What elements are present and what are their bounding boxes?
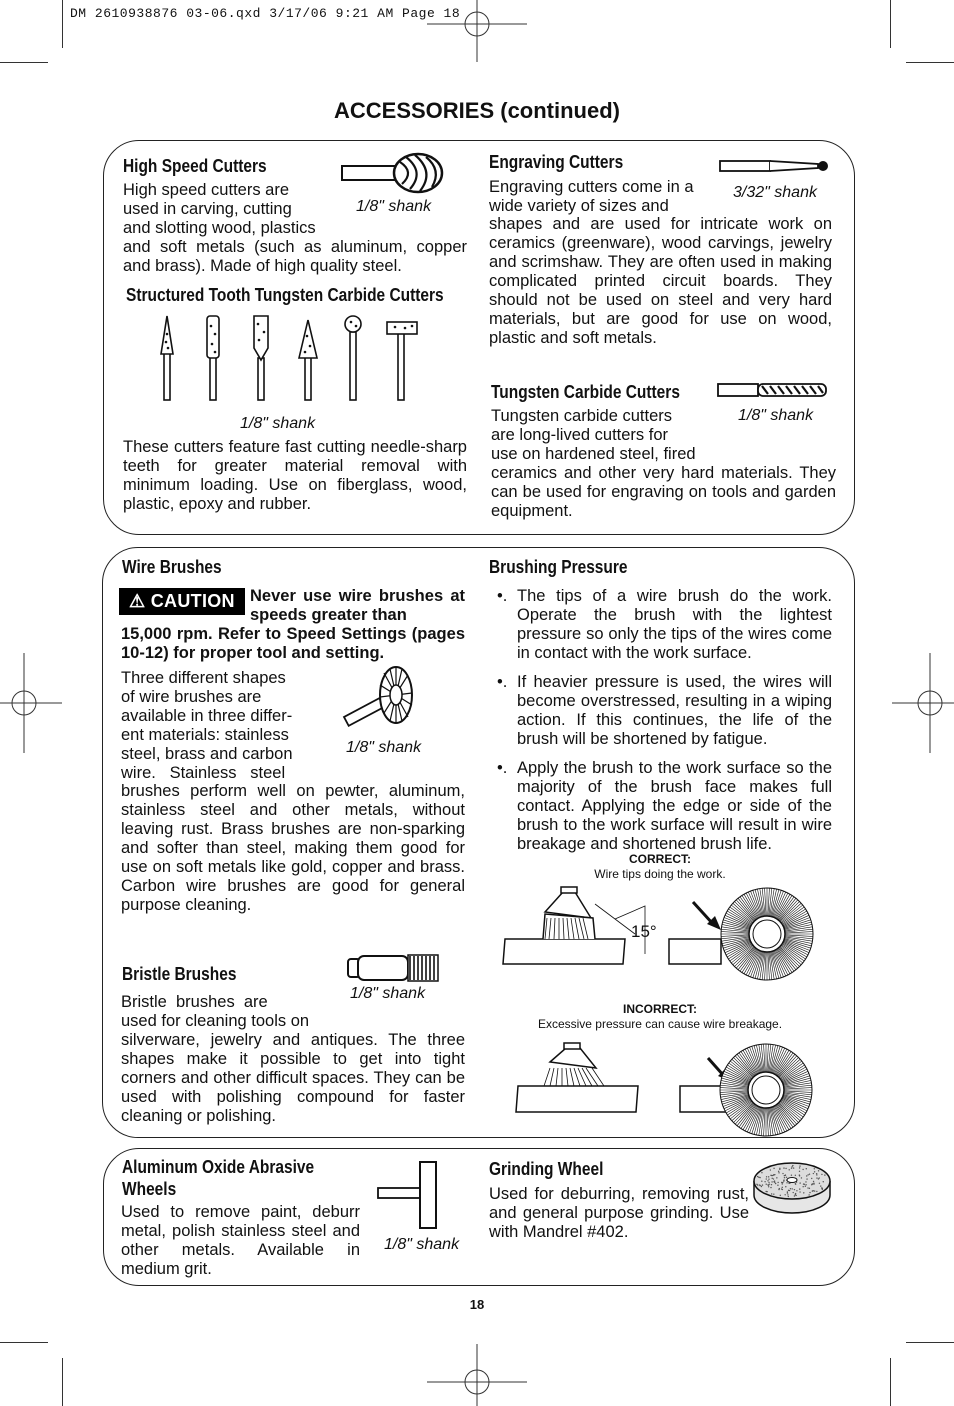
bristle-heading: Bristle Brushes bbox=[122, 964, 237, 984]
bristle-shank-label: 1/8" shank bbox=[350, 985, 426, 1002]
aluminum-heading-1: Aluminum Oxide Abrasive bbox=[122, 1157, 315, 1177]
high-speed-heading: High Speed Cutters bbox=[123, 156, 267, 176]
pressure-item: •. Apply the brush to the work surface so the majority of the brush face makes full contact. Applying the edge or side of the brush to the work surface will result in wire breakage and shortened brush life. bbox=[497, 759, 832, 853]
engraving-heading: Engraving Cutters bbox=[489, 152, 624, 172]
high-speed-intro: High speed cutters are used in carving, cutting and slotting wood, plastics bbox=[123, 181, 316, 237]
wire-brush-icon bbox=[340, 665, 430, 735]
pressure-list bbox=[489, 587, 832, 864]
grinding-text: Used for deburring, removing rust, and general purpose grinding. Use with Mandrel #402. bbox=[489, 1185, 749, 1241]
page-number: 18 bbox=[469, 1297, 485, 1312]
wire-heading: Wire Brushes bbox=[122, 557, 222, 577]
caution-first: Never use wire brushes at speeds greater than bbox=[250, 587, 465, 624]
high-speed-shank-label: 1/8" shank bbox=[356, 198, 432, 215]
correct-title: CORRECT: bbox=[629, 852, 691, 866]
correct-diagram bbox=[495, 884, 825, 984]
incorrect-diagram bbox=[510, 1040, 820, 1136]
caution-rest: 15,000 rpm. Refer to Speed Settings (pages 10-12) for proper tool and setting. bbox=[121, 625, 465, 662]
grinding-wheel-icon bbox=[750, 1157, 834, 1221]
structured-cutters-icon bbox=[155, 312, 425, 404]
structured-heading: Structured Tooth Tungsten Carbide Cutters bbox=[126, 285, 444, 305]
tungsten-text: ceramics and other very hard materials. They can be used for engraving on tools and garden equipment. bbox=[491, 464, 836, 520]
bristle-brush-icon bbox=[344, 953, 444, 985]
pressure-item: •. If heavier pressure is used, the wires will become overstressed, resulting in a wiping action. If this continues, the life of the brush will be shortened by fatigue. bbox=[497, 673, 832, 748]
grinding-heading: Grinding Wheel bbox=[489, 1159, 604, 1179]
high-speed-cutter-icon bbox=[340, 152, 446, 196]
page-title: ACCESSORIES (continued) bbox=[333, 98, 620, 123]
aluminum-shank-label: 1/8" shank bbox=[384, 1236, 460, 1253]
engraving-intro: Engraving cutters come in a wide variety of sizes and bbox=[489, 178, 694, 215]
wire-intro: Three different shapes of wire brushes are available in three differ- ent materials: stainless steel, brass and carbon wire. Stainless steel bbox=[121, 669, 293, 782]
file-slug: DM 2610938876 03-06.qxd 3/17/06 9:21 AM Page 18 bbox=[70, 6, 461, 21]
angle-label: 15° bbox=[631, 922, 657, 941]
tungsten-intro: Tungsten carbide cutters are long-lived cutters for use on hardened steel, fired bbox=[491, 407, 696, 463]
wire-text: brushes perform well on pewter, aluminum, stainless steel and other metals, without leaving rust. Brass brushes are non-sparking and softer than steel, making them good for use on soft metals like gold, copper and brass. Carbon wire brushes are good for general purpose cleaning. bbox=[121, 782, 465, 914]
abrasive-wheel-icon bbox=[376, 1160, 446, 1230]
high-speed-text: and soft metals (such as aluminum, copper and brass). Made of high quality steel. bbox=[123, 238, 467, 275]
correct-subtitle: Wire tips doing the work. bbox=[594, 867, 726, 881]
tungsten-shank-label: 1/8" shank bbox=[738, 407, 814, 424]
engraving-text: shapes and are used for intricate work on ceramics (greenware), wood carvings, jewelry and scrimshaw. They are often used in making complicated printed circuit boards. They should not be used on steel and very hard materials, but are good for use on wood, plastic and soft metals. bbox=[489, 215, 832, 347]
aluminum-heading-2: Wheels bbox=[122, 1179, 177, 1199]
pressure-item: •. The tips of a wire brush do the work. Operate the brush with the lightest pressure so only the tips of the wires come in contact with the work surface. bbox=[497, 587, 832, 662]
bristle-intro: Bristle brushes are used for cleaning tools on bbox=[121, 993, 310, 1030]
incorrect-subtitle: Excessive pressure can cause wire breakage. bbox=[537, 1017, 783, 1031]
warning-triangle-icon: ⚠ bbox=[129, 591, 146, 611]
tungsten-cutter-icon bbox=[716, 380, 830, 402]
engraving-shank-label: 3/32" shank bbox=[733, 184, 817, 201]
structured-shank-label: 1/8" shank bbox=[240, 415, 316, 432]
incorrect-title: INCORRECT: bbox=[623, 1002, 697, 1016]
engraving-cutter-icon bbox=[718, 156, 832, 178]
wire-shank-label: 1/8" shank bbox=[346, 739, 422, 756]
bristle-text: silverware, jewelry and antiques. The three shapes make it possible to get into tight corners and other difficult spaces. They can be used with polishing compound for faster cleaning or polishing. bbox=[121, 1031, 465, 1125]
aluminum-text: Used to remove paint, deburr metal, polish stainless steel and other metals. Available in medium grit. bbox=[121, 1203, 360, 1278]
tungsten-heading: Tungsten Carbide Cutters bbox=[491, 382, 680, 402]
caution-badge: ⚠ CAUTION bbox=[119, 588, 245, 615]
pressure-heading: Brushing Pressure bbox=[489, 557, 628, 577]
structured-text: These cutters feature fast cutting needle-sharp teeth for greater material removal with minimum loading. Use on fiberglass, wood, plastic, epoxy and rubber. bbox=[123, 438, 467, 513]
